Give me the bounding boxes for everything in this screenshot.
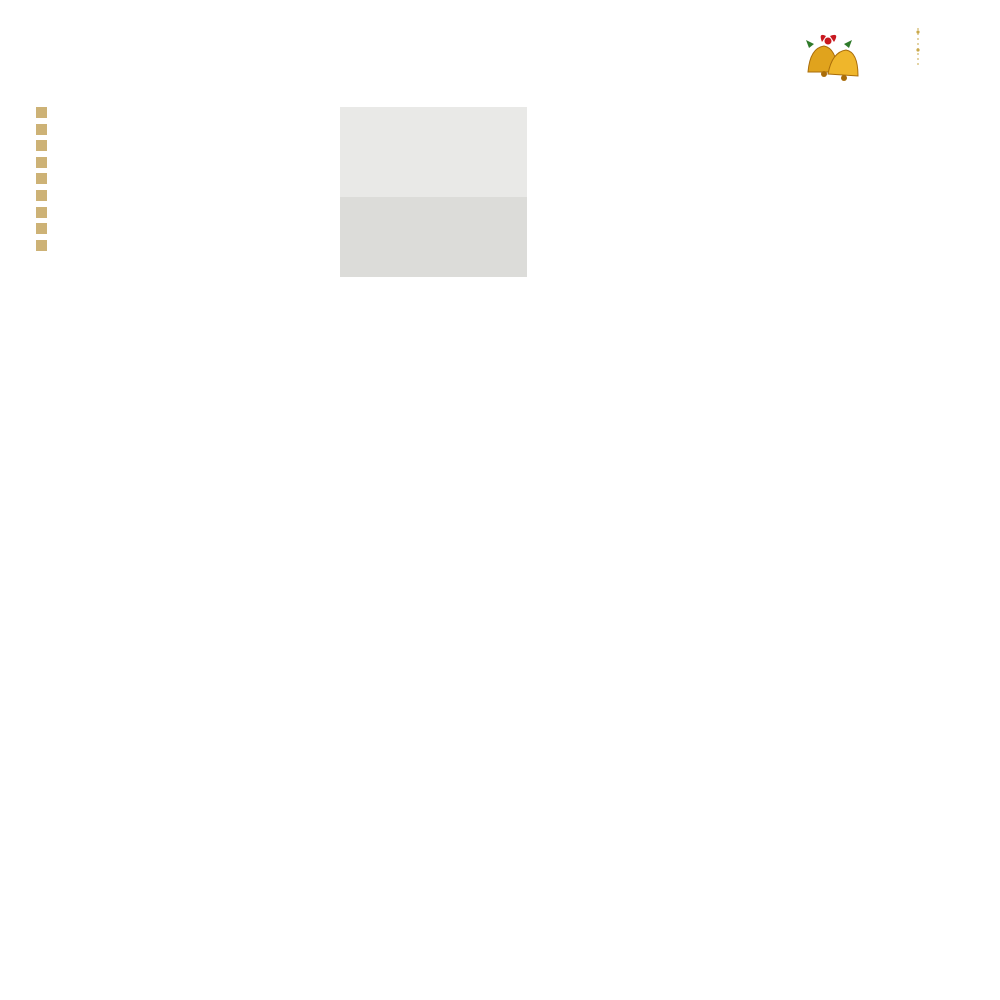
step-badge xyxy=(36,223,47,234)
instruction-paragraph xyxy=(34,207,322,224)
brand-logo xyxy=(800,28,1000,88)
instruction-paragraph xyxy=(34,140,322,157)
step-badge xyxy=(36,140,47,151)
article-text xyxy=(34,107,322,256)
step-badge xyxy=(36,173,47,184)
step-badge xyxy=(36,207,47,218)
step-badge xyxy=(36,190,47,201)
instruction-paragraph xyxy=(34,124,322,141)
instruction-paragraph xyxy=(34,190,322,207)
instruction-paragraph xyxy=(34,240,322,257)
step-badge xyxy=(36,240,47,251)
step-photo-1 xyxy=(340,107,527,277)
instruction-paragraph xyxy=(34,157,322,174)
step-badge xyxy=(36,157,47,168)
ornament-garland-header xyxy=(0,0,800,95)
instruction-paragraph xyxy=(34,223,322,240)
instruction-paragraph xyxy=(34,107,322,124)
cup-and-base-illustration xyxy=(340,107,527,277)
instruction-paragraph xyxy=(34,173,322,190)
bells-icon xyxy=(800,28,1000,88)
step-badge xyxy=(36,107,47,118)
step-badge xyxy=(36,124,47,135)
